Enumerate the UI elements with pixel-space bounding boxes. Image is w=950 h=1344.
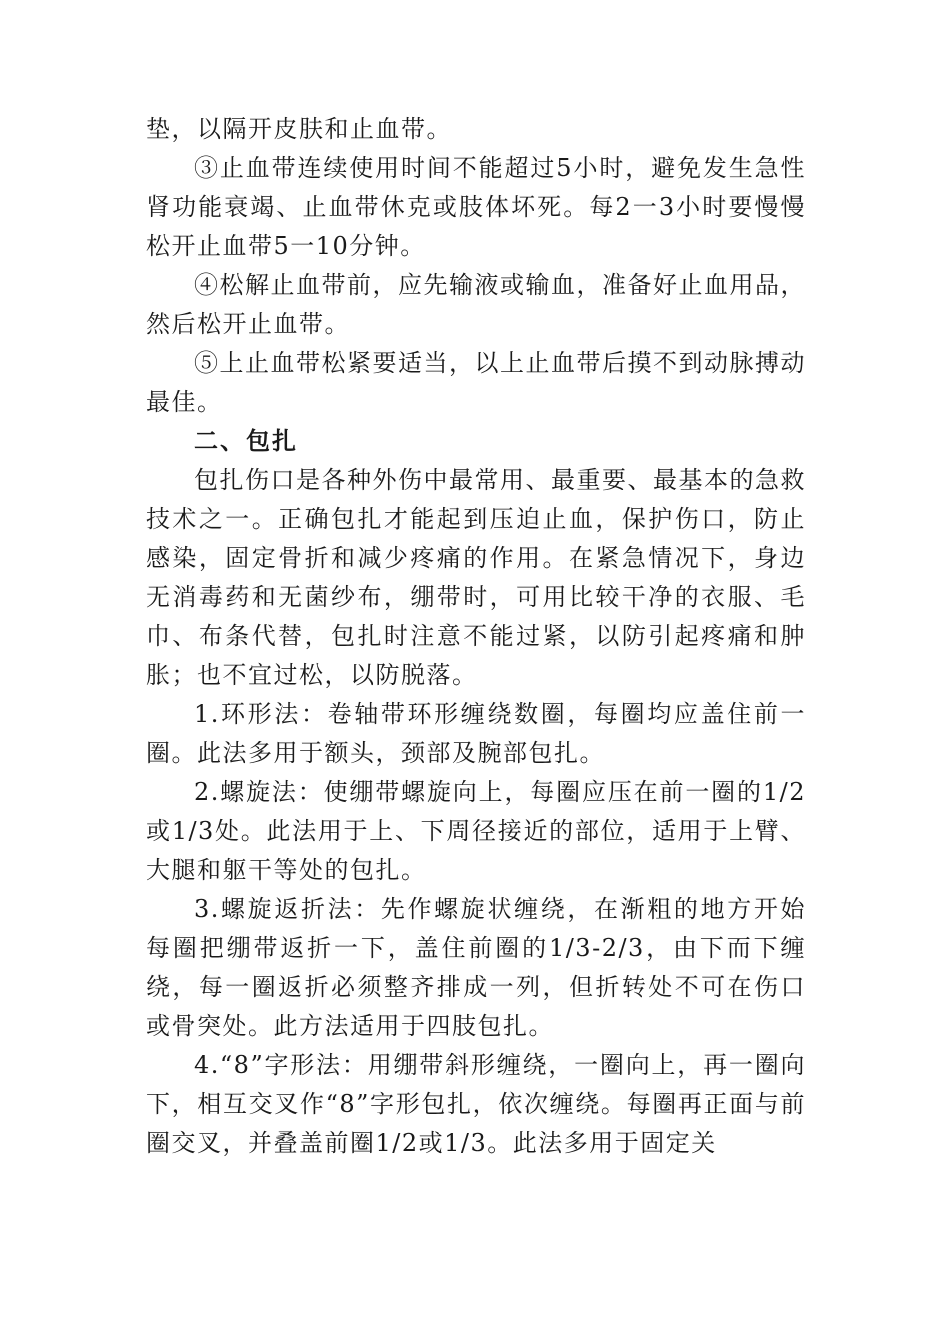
paragraph-tourniquet-release: ④松解止血带前，应先输液或输血，准备好止血用品，然后松开止血带。 <box>146 271 806 338</box>
document-body <box>146 110 806 1163</box>
paragraph-tourniquet-tightness: ⑤上止血带松紧要适当，以上止血带后摸不到动脉搏动最佳。 <box>146 349 806 416</box>
paragraph-tourniquet-time-limit: ③止血带连续使用时间不能超过5小时，避免发生急性肾功能衰竭、止血带休克或肢体坏死。每2一3小时要慢慢松开止血带5一10分钟。 <box>146 154 806 260</box>
section-heading-bandaging: 二、包扎 <box>194 427 298 455</box>
paragraph-spiral-method: 2.螺旋法：使绷带螺旋向上，每圈应压在前一圈的1/2或1/3处。此法用于上、下周径接近的部位，适用于上臂、大腿和躯干等处的包扎。 <box>146 778 806 884</box>
paragraph-figure-eight-method: 4.“8”字形法：用绷带斜形缠绕，一圈向上，再一圈向下，相互交叉作“8”字形包扎，依次缠绕。每圈再正面与前圈交叉，并叠盖前圈1/2或1/3。此法多用于固定关 <box>146 1051 806 1157</box>
paragraph-circular-method: 1.环形法：卷轴带环形缠绕数圈，每圈均应盖住前一圈。此法多用于额头，颈部及腕部包扎。 <box>146 700 806 767</box>
paragraph-spiral-reverse-method: 3.螺旋返折法：先作螺旋状缠绕，在渐粗的地方开始每圈把绷带返折一下，盖住前圈的1/3-2/3，由下而下缠绕，每一圈返折必须整齐排成一列，但折转处不可在伤口或骨突处。此方法适用于四肢包扎。 <box>146 895 806 1040</box>
paragraph-continuation: 垫，以隔开皮肤和止血带。 <box>146 115 452 143</box>
paragraph-bandaging-intro: 包扎伤口是各种外伤中最常用、最重要、最基本的急救技术之一。正确包扎才能起到压迫止血，保护伤口，防止感染，固定骨折和减少疼痛的作用。在紧急情况下，身边无消毒药和无菌纱布，绷带时，可用比较干净的衣服、毛巾、布条代替，包扎时注意不能过紧，以防引起疼痛和肿胀；也不宜过松，以防脱落。 <box>146 466 806 689</box>
